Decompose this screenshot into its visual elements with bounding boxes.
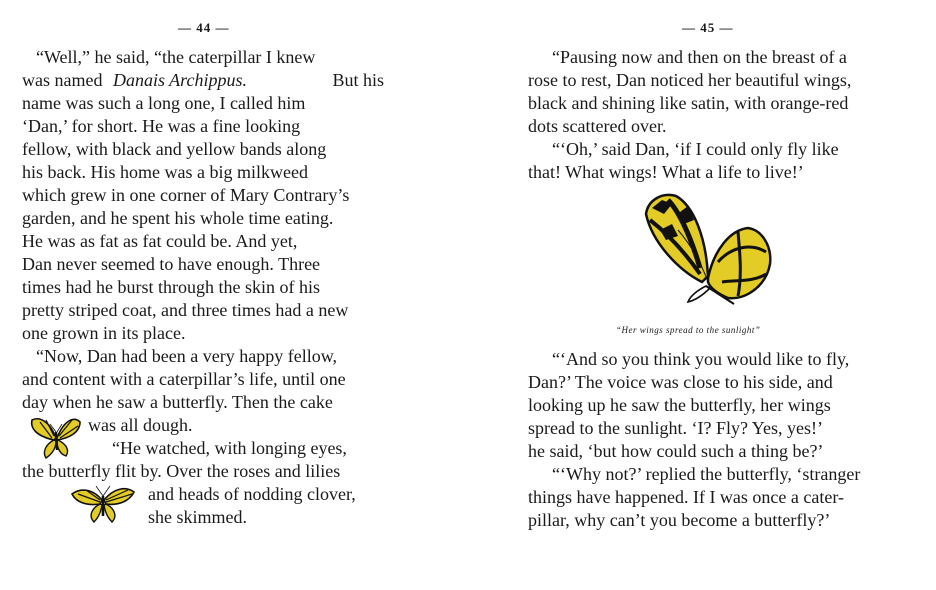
page-number: — 45 — [682, 20, 734, 35]
text-line: rose to rest, Dan noticed her beautiful wings, [528, 70, 852, 90]
text-line: “Pausing now and then on the breast of a [552, 47, 847, 67]
text-line: and content with a caterpillar’s life, until one [22, 369, 346, 389]
small-butterfly-icon [26, 414, 84, 460]
text-line: fellow, with black and yellow bands along [22, 139, 327, 159]
text-line: “He watched, with longing eyes, [112, 438, 347, 458]
text-line: she skimmed. [148, 507, 247, 527]
text-line: Dan never seemed to have enough. Three [22, 254, 321, 274]
text-line: the butterfly flit by. Over the roses and lilies [22, 461, 341, 481]
text-line: which grew in one corner of Mary Contrary’s [22, 185, 350, 205]
text-line: his back. His home was a big milkweed [22, 162, 308, 182]
text-line: things have happened. If I was once a cater- [528, 487, 844, 507]
text-span: But his [332, 70, 384, 90]
text-line: name was such a long one, I called him [22, 93, 306, 113]
text-line: day when he saw a butterfly. Then the cake [22, 392, 333, 412]
text-line: was all dough. [88, 415, 193, 435]
small-butterfly-icon [70, 484, 136, 524]
text-line: pretty striped coat, and three times had a new [22, 300, 349, 320]
species-name: Danais Archippus. [112, 70, 247, 90]
text-span: was named [22, 70, 103, 90]
text-line: he said, ‘but how could such a thing be?’ [528, 441, 824, 461]
page-number: — 44 — [178, 20, 230, 35]
butterfly-illustration [638, 190, 778, 308]
text-line: ‘Dan,’ for short. He was a fine looking [22, 116, 301, 136]
text-line: Dan?’ The voice was close to his side, and [528, 372, 833, 392]
text-line: one grown in its place. [22, 323, 186, 343]
text-line [22, 69, 384, 92]
illustration-caption: “Her wings spread to the sunlight” [616, 325, 761, 335]
text-line: looking up he saw the butterfly, her wings [528, 395, 831, 415]
text-line: spread to the sunlight. ‘I? Fly? Yes, yes!’ [528, 418, 823, 438]
text-line: “‘Oh,’ said Dan, ‘if I could only fly like [552, 139, 839, 159]
text-line: He was as fat as fat could be. And yet, [22, 231, 298, 251]
text-line: that! What wings! What a life to live!’ [528, 162, 804, 182]
right-page [468, 0, 936, 590]
text-line: “‘Why not?’ replied the butterfly, ‘stranger [552, 464, 861, 484]
text-line: pillar, why can’t you become a butterfly?’ [528, 510, 831, 530]
text-line: times had he burst through the skin of his [22, 277, 320, 297]
text-line: “‘And so you think you would like to fly, [552, 349, 850, 369]
text-line: garden, and he spent his whole time eating. [22, 208, 334, 228]
text-line: black and shining like satin, with orange-red [528, 93, 849, 113]
text-line: dots scattered over. [528, 116, 667, 136]
text-line: “Now, Dan had been a very happy fellow, [36, 346, 338, 366]
text-line: and heads of nodding clover, [148, 484, 356, 504]
text-line: “Well,” he said, “the caterpillar I knew [36, 47, 316, 67]
